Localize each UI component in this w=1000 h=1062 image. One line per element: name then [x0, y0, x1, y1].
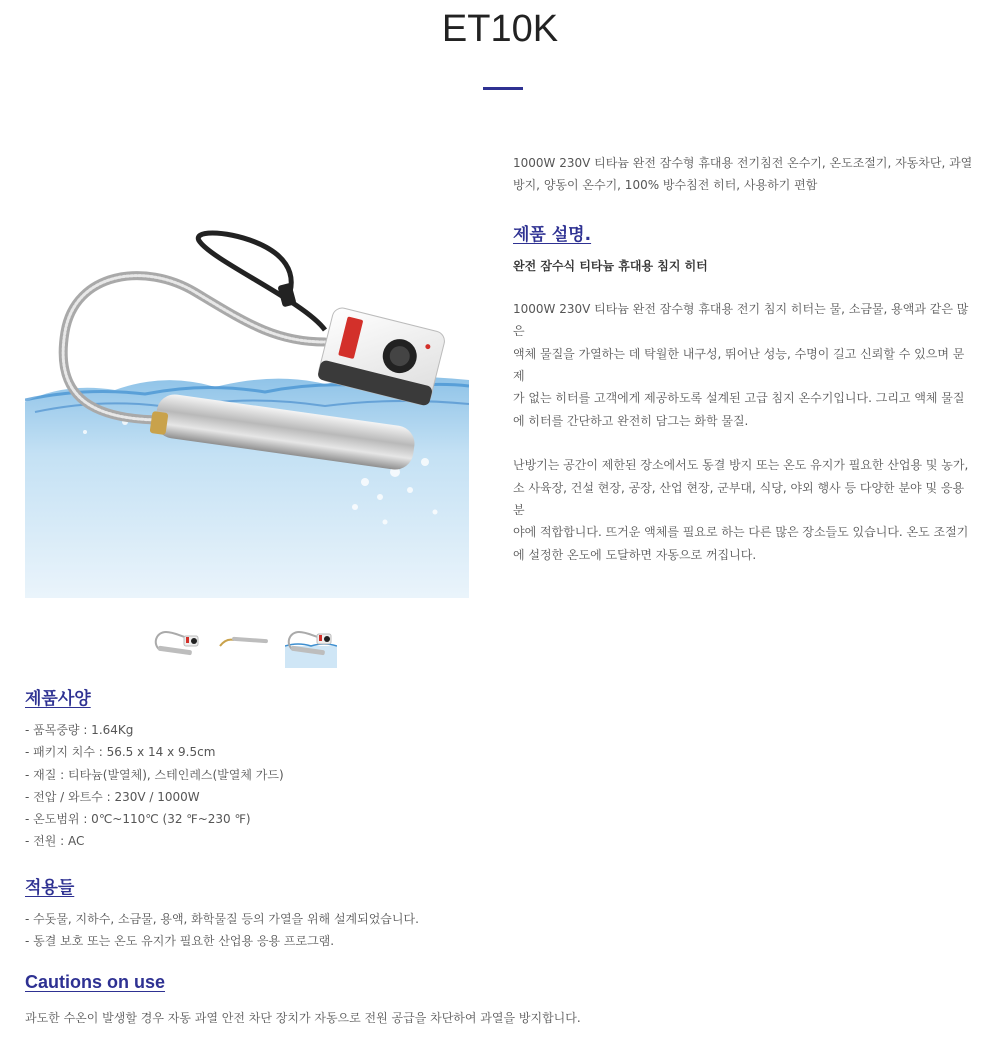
description-para2-line: 에 설정한 온도에 도달하면 자동으로 꺼집니다. — [513, 547, 757, 562]
spec-item: - 패키지 치수 : 56.5 x 14 x 9.5cm — [25, 745, 216, 760]
application-item: - 동결 보호 또는 온도 유지가 필요한 산업용 응용 프로그램. — [25, 934, 335, 949]
spec-item: - 품목중량 : 1.64Kg — [25, 723, 134, 737]
description-para2-line: 야에 적합합니다. 뜨거운 액체를 필요로 하는 다른 많은 장소들도 있습니다. 온도 조절기 — [513, 525, 969, 540]
spec-item: - 전압 / 와트수 : 230V / 1000W — [25, 789, 200, 804]
summary-line-1: 1000W 230V 티타늄 완전 잠수형 휴대용 전기침전 온수기, 온도조절기, 자동차단, 과열 — [513, 156, 973, 170]
description-para1-line: 에 히터를 간단하고 완전히 담그는 화학 물질. — [513, 413, 749, 428]
thumb-heater-water[interactable] — [285, 624, 337, 668]
thumb-heater-rod[interactable] — [218, 624, 270, 668]
specs-section — [25, 684, 625, 1030]
spec-item: - 온도범위 : 0℃~110℃ (32 ℉~230 ℉) — [25, 812, 251, 827]
specs-heading: 제품사양 — [25, 689, 91, 709]
description-para1-line: 액체 물질을 가열하는 데 탁월한 내구성, 뛰어난 성능, 수명이 길고 신뢰할 수 있으며 문제 — [513, 346, 965, 384]
description-para2-line: 소 사육장, 건설 현장, 공장, 산업 현장, 군부대, 식당, 야외 행사 등 다양한 분야 및 응용 분 — [513, 480, 965, 518]
product-description-column — [513, 152, 973, 566]
description-heading: 제품 설명. — [513, 224, 592, 245]
cautions-heading: Cautions on use — [25, 972, 166, 993]
title-divider — [483, 87, 523, 90]
spec-item: - 전원 : AC — [25, 834, 85, 849]
description-subheading: 완전 잠수식 티타늄 휴대용 침지 히터 — [513, 258, 708, 273]
description-para1-line: 가 없는 히터를 고객에게 제공하도록 설계된 고급 침지 온수기입니다. 그리고 액체 물질 — [513, 391, 965, 406]
spec-item: - 재질 : 티타늄(발열체), 스테인레스(발열체 가드) — [25, 767, 284, 782]
thumbnail-strip — [152, 624, 342, 670]
description-para1-line: 1000W 230V 티타늄 완전 잠수형 휴대용 전기 침지 히터는 물, 소금물, 용액과 같은 많은 — [513, 301, 969, 339]
description-para2-line: 난방기는 공간이 제한된 장소에서도 동결 방지 또는 온도 유지가 필요한 산업용 및 농가, — [513, 458, 969, 473]
application-item: - 수돗물, 지하수, 소금물, 용액, 화학물질 등의 가열을 위해 설계되었습니다. — [25, 911, 419, 926]
thumb-heater-full[interactable] — [152, 624, 204, 668]
applications-heading: 적용들 — [25, 877, 75, 898]
summary-line-2: 방지, 양동이 온수기, 100% 방수침전 히터, 사용하기 편함 — [513, 178, 818, 193]
product-title: ET10K — [441, 8, 559, 50]
main-product-image — [25, 222, 469, 598]
cautions-text: 과도한 수온이 발생할 경우 자동 과열 안전 차단 장치가 자동으로 전원 공급을 차단하여 과열을 방지합니다. — [25, 1011, 581, 1026]
